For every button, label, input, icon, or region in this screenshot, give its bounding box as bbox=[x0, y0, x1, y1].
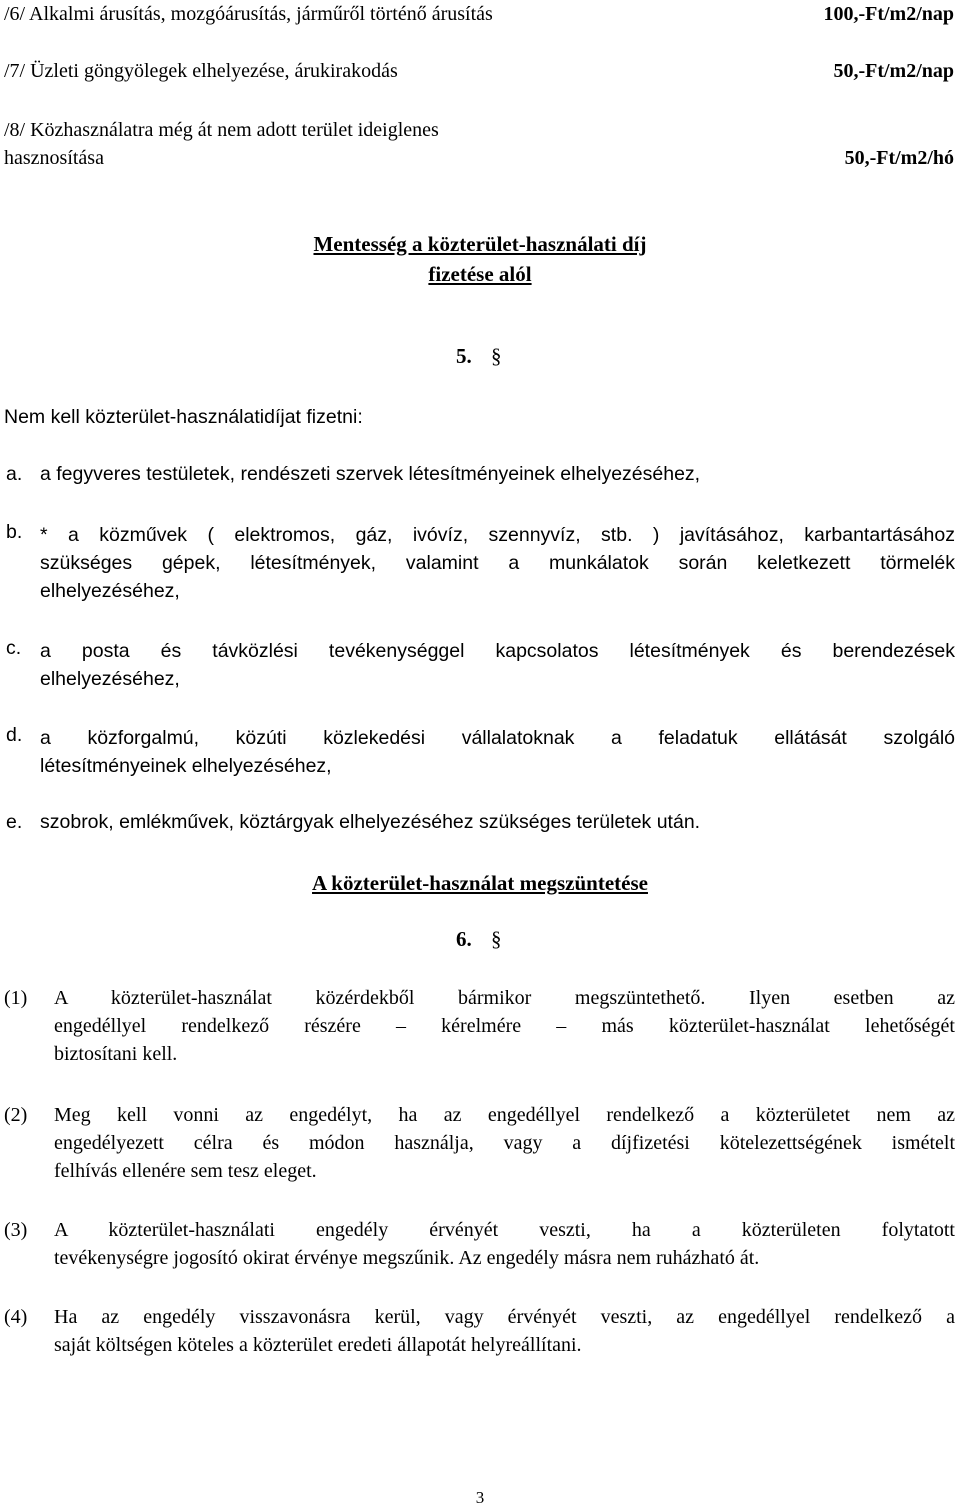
rate-value-7: 50,-Ft/m2/nap bbox=[833, 60, 954, 82]
paragraph-3-line2: tevékenységre jogosító okirat érvénye megszűnik. Az engedély másra nem ruházható át. bbox=[54, 1247, 760, 1269]
item-text-a: a fegyveres testületek, rendészeti szervek létesítményeinek elhelyezéséhez, bbox=[40, 463, 701, 485]
paragraph-marker-3: (3) bbox=[4, 1219, 28, 1241]
item-d-line1: a közforgalmú, közúti közlekedési vállalatoknak a feladatuk ellátását szolgáló bbox=[40, 727, 955, 749]
item-marker-b: b. bbox=[6, 521, 23, 543]
rate-value-6: 100,-Ft/m2/nap bbox=[823, 3, 954, 25]
paragraph-2-line2: engedélyezett célra és módon használja, vagy a díjfizetési kötelezettségének ismételt bbox=[54, 1132, 955, 1154]
item-d-line2: létesítményeinek elhelyezéséhez, bbox=[40, 755, 332, 777]
paragraph-4 bbox=[54, 1303, 955, 1359]
item-text-d bbox=[40, 724, 955, 780]
exemption-title-line1: Mentesség a közterület-használati díj bbox=[313, 232, 647, 256]
paragraph-1-line3: biztosítani kell. bbox=[54, 1043, 178, 1065]
paragraph-2-line1: Meg kell vonni az engedélyt, ha az engedéllyel rendelkező a közterületet nem az bbox=[54, 1104, 955, 1126]
section-sign: § bbox=[491, 927, 502, 951]
rate-label-8-line1: /8/ Közhasználatra még át nem adott terület ideiglenes bbox=[4, 119, 439, 141]
paragraph-1-line1: A közterület-használat közérdekből bármikor megszüntethető. Ilyen esetben az bbox=[54, 987, 955, 1009]
item-c-line2: elhelyezéséhez, bbox=[40, 668, 180, 690]
exemption-title-line2: fizetése alól bbox=[428, 262, 532, 286]
item-b-line1-part1: * a közművek ( elektromos, gáz, ivóvíz, szennyvíz, stb. bbox=[40, 524, 633, 546]
exemption-intro: Nem kell közterület-használatidíjat fizetni: bbox=[4, 406, 363, 428]
item-b-line3: elhelyezéséhez, bbox=[40, 580, 180, 602]
rate-label-6: /6/ Alkalmi árusítás, mozgóárusítás, járműről történő árusítás bbox=[4, 3, 493, 25]
item-marker-c: c. bbox=[6, 637, 22, 659]
paragraph-2 bbox=[54, 1101, 955, 1185]
paragraph-3 bbox=[54, 1216, 955, 1272]
item-b-line1 bbox=[40, 521, 955, 549]
item-marker-a: a. bbox=[6, 463, 23, 485]
item-b-line2: szükséges gépek, létesítmények, valamint a munkálatok során keletkezett törmelék bbox=[40, 552, 955, 574]
paragraph-1-line2: engedéllyel rendelkező részére – kérelmére – más közterület-használat lehetőségét bbox=[54, 1015, 955, 1037]
section-number: 5. bbox=[456, 344, 472, 368]
section-number-6 bbox=[456, 927, 502, 952]
section-sign: § bbox=[491, 344, 502, 368]
paragraph-2-line3: felhívás ellenére sem tesz eleget. bbox=[54, 1160, 317, 1182]
rate-value-8: 50,-Ft/m2/hó bbox=[844, 147, 954, 169]
rate-label-7: /7/ Üzleti göngyölegek elhelyezése, árukirakodás bbox=[4, 60, 398, 82]
item-marker-e: e. bbox=[6, 811, 23, 833]
paragraph-marker-2: (2) bbox=[4, 1104, 28, 1126]
termination-title: A közterület-használat megszüntetése bbox=[312, 871, 648, 895]
paragraph-4-line2: saját költségen köteles a közterület eredeti állapotát helyreállítani. bbox=[54, 1334, 582, 1356]
item-c-line1: a posta és távközlési tevékenységgel kapcsolatos létesítmények és berendezések bbox=[40, 640, 955, 662]
item-marker-d: d. bbox=[6, 724, 23, 746]
item-b-line1-part2: ) javításához, karbantartásához bbox=[632, 524, 955, 546]
section-number: 6. bbox=[456, 927, 472, 951]
item-text-b bbox=[40, 521, 955, 605]
rate-label-8-line2: hasznosítása bbox=[4, 147, 104, 169]
paragraph-marker-4: (4) bbox=[4, 1306, 28, 1328]
item-text-e: szobrok, emlékművek, köztárgyak elhelyezéséhez szükséges területek után. bbox=[40, 811, 701, 833]
paragraph-marker-1: (1) bbox=[4, 987, 28, 1009]
paragraph-4-line1: Ha az engedély visszavonásra kerül, vagy érvényét veszti, az engedéllyel rendelkező a bbox=[54, 1306, 955, 1328]
section-number-5 bbox=[456, 344, 502, 369]
page-number: 3 bbox=[475, 1488, 485, 1507]
paragraph-3-line1: A közterület-használati engedély érvényét veszti, ha a közterületen folytatott bbox=[54, 1219, 955, 1241]
paragraph-1 bbox=[54, 984, 955, 1068]
item-text-c bbox=[40, 637, 955, 693]
